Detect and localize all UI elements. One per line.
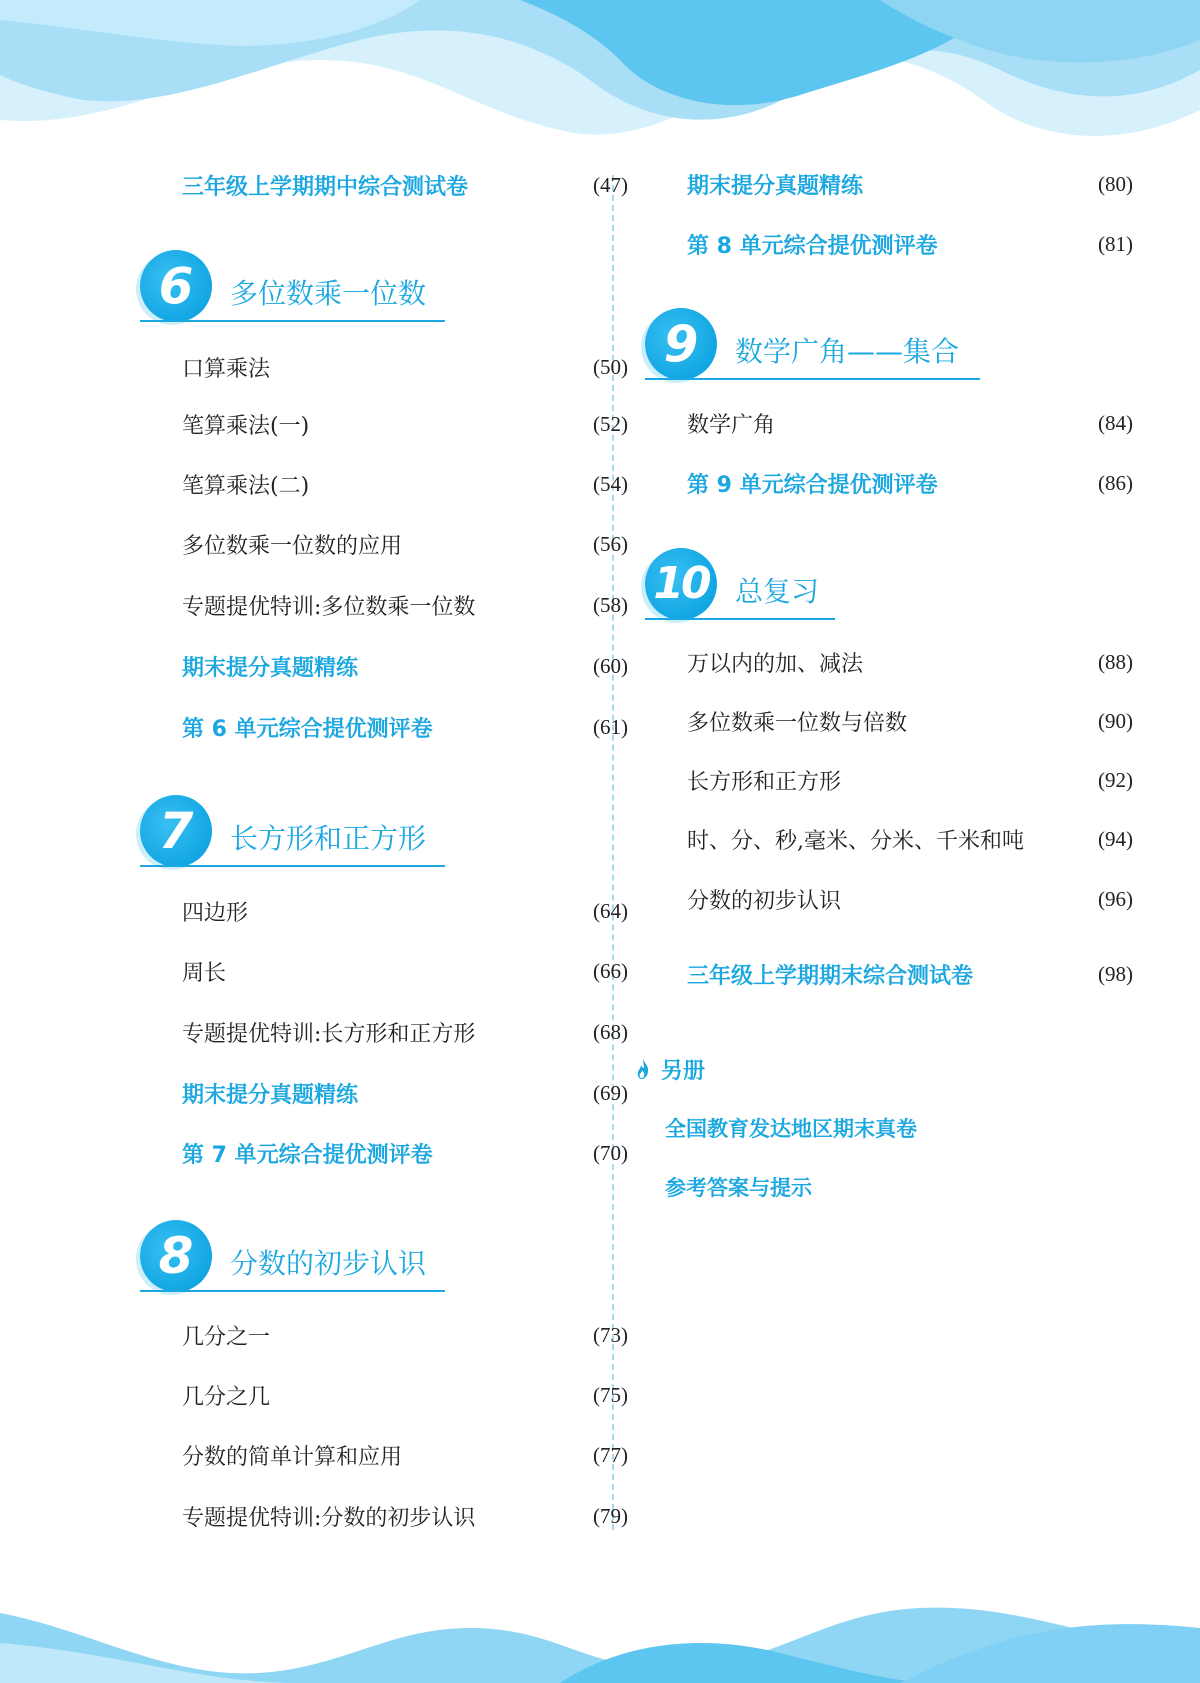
entry-title: 专题提优特训:分数的初步认识 [182,1505,476,1531]
bottom-wave-decoration [0,1573,1200,1683]
entry-title: 笔算乘法(二) [182,473,310,499]
unit-number: 7 [158,802,194,860]
unit-9-header[interactable] [645,308,965,388]
entry-page: (86) [1098,470,1133,495]
entry-page: (92) [1098,767,1133,792]
unit-title: 长方形和正方形 [230,822,427,855]
entry-page: (52) [593,411,628,436]
unit-8-header[interactable] [140,1220,460,1300]
supplement-heading-text: 另册 [661,1058,706,1084]
unit-title: 分数的初步认识 [230,1247,427,1280]
entry-page: (84) [1098,410,1133,435]
toc-entry[interactable] [182,891,628,931]
unit-number: 8 [158,1227,194,1285]
entry-page: (50) [593,354,628,379]
entry-title: 分数的初步认识 [687,888,842,914]
unit-6-header[interactable] [140,250,460,330]
entry-page: (94) [1098,826,1133,851]
toc-entry[interactable] [182,951,628,991]
top-wave-decoration [0,0,1200,160]
entry-page: (66) [593,958,628,983]
flame-icon [635,1058,651,1080]
entry-title: 四边形 [182,900,249,926]
entry-title: 第 9 单元综合提优测评卷 [687,472,938,498]
toc-entry[interactable] [687,164,1133,204]
unit-7-header[interactable] [140,795,460,875]
toc-entry[interactable] [687,403,1133,443]
entry-page: (80) [1098,171,1133,196]
supplement-item[interactable]: 参考答案与提示 [665,1176,812,1200]
toc-entry[interactable] [182,1012,628,1052]
entry-title: 期末提分真题精练 [182,1082,359,1108]
toc-entry-midterm[interactable] [182,165,628,205]
toc-entry[interactable] [687,642,1133,682]
unit-number-badge [140,795,212,867]
toc-entry[interactable] [182,1133,628,1173]
entry-page: (73) [593,1322,628,1347]
entry-title: 时、分、秒,毫米、分米、千米和吨 [687,828,1024,854]
unit-number: 9 [663,315,699,373]
entry-page: (61) [593,714,628,739]
unit-number: 6 [158,257,194,315]
toc-entry[interactable] [182,404,628,444]
unit-number-badge [140,250,212,322]
supplement-item[interactable]: 全国教育发达地区期末真卷 [665,1117,917,1141]
unit-number-badge [645,548,717,620]
toc-entry[interactable] [182,1435,628,1475]
unit-10-header[interactable] [645,548,965,628]
toc-entry[interactable] [687,760,1133,800]
entry-page: (69) [593,1080,628,1105]
entry-title: 周长 [182,960,227,986]
entry-page: (70) [593,1140,628,1165]
entry-title: 第 8 单元综合提优测评卷 [687,233,938,259]
unit-title: 总复习 [735,575,820,608]
entry-title: 第 7 单元综合提优测评卷 [182,1142,433,1168]
toc-entry[interactable] [687,819,1133,859]
entry-page: (79) [593,1503,628,1528]
toc-entry[interactable] [182,1375,628,1415]
entry-page: (60) [593,653,628,678]
toc-entry-final-exam[interactable] [687,954,1133,994]
unit-number: 10 [653,558,709,609]
toc-entry[interactable] [687,701,1133,741]
entry-title: 口算乘法 [182,356,271,382]
entry-title: 三年级上学期期中综合测试卷 [182,174,469,200]
supplement-heading [635,1049,705,1089]
entry-page: (54) [593,471,628,496]
unit-number-badge [645,308,717,380]
entry-title: 数学广角 [687,412,776,438]
toc-entry[interactable] [182,646,628,686]
toc-entry[interactable] [182,585,628,625]
entry-page: (75) [593,1382,628,1407]
entry-title: 长方形和正方形 [687,769,842,795]
unit-underline [645,378,980,380]
toc-entry[interactable] [687,879,1133,919]
entry-title: 期末提分真题精练 [182,655,359,681]
unit-title: 多位数乘一位数 [230,277,427,310]
toc-entry[interactable] [687,463,1133,503]
entry-page: (68) [593,1019,628,1044]
entry-page: (96) [1098,886,1133,911]
entry-title: 多位数乘一位数与倍数 [687,710,908,736]
entry-title: 专题提优特训:长方形和正方形 [182,1021,476,1047]
entry-page: (77) [593,1442,628,1467]
entry-title: 笔算乘法(一) [182,413,310,439]
unit-number-badge [140,1220,212,1292]
entry-title: 多位数乘一位数的应用 [182,533,403,559]
entry-page: (90) [1098,708,1133,733]
entry-page: (64) [593,898,628,923]
entry-page: (58) [593,592,628,617]
entry-title: 万以内的加、减法 [687,651,864,677]
entry-title: 三年级上学期期末综合测试卷 [687,963,974,989]
unit-underline [140,1290,445,1292]
entry-title: 几分之一 [182,1324,271,1350]
unit-underline [645,618,835,620]
unit-underline [140,320,445,322]
entry-page: (98) [1098,961,1133,986]
entry-page: (88) [1098,649,1133,674]
entry-title: 分数的简单计算和应用 [182,1444,403,1470]
toc-entry[interactable] [687,224,1133,264]
entry-title: 几分之几 [182,1384,271,1410]
toc-entry[interactable] [182,707,628,747]
entry-title: 专题提优特训:多位数乘一位数 [182,594,476,620]
toc-entry[interactable] [182,347,628,387]
toc-entry[interactable] [182,524,628,564]
toc-entry[interactable] [182,464,628,504]
unit-underline [140,865,445,867]
unit-title: 数学广角——集合 [735,335,960,368]
toc-entry[interactable] [182,1073,628,1113]
entry-page: (47) [593,172,628,197]
toc-entry[interactable] [182,1315,628,1355]
toc-entry[interactable] [182,1496,628,1536]
entry-page: (81) [1098,231,1133,256]
entry-title: 第 6 单元综合提优测评卷 [182,716,433,742]
entry-page: (56) [593,531,628,556]
entry-title: 期末提分真题精练 [687,173,864,199]
